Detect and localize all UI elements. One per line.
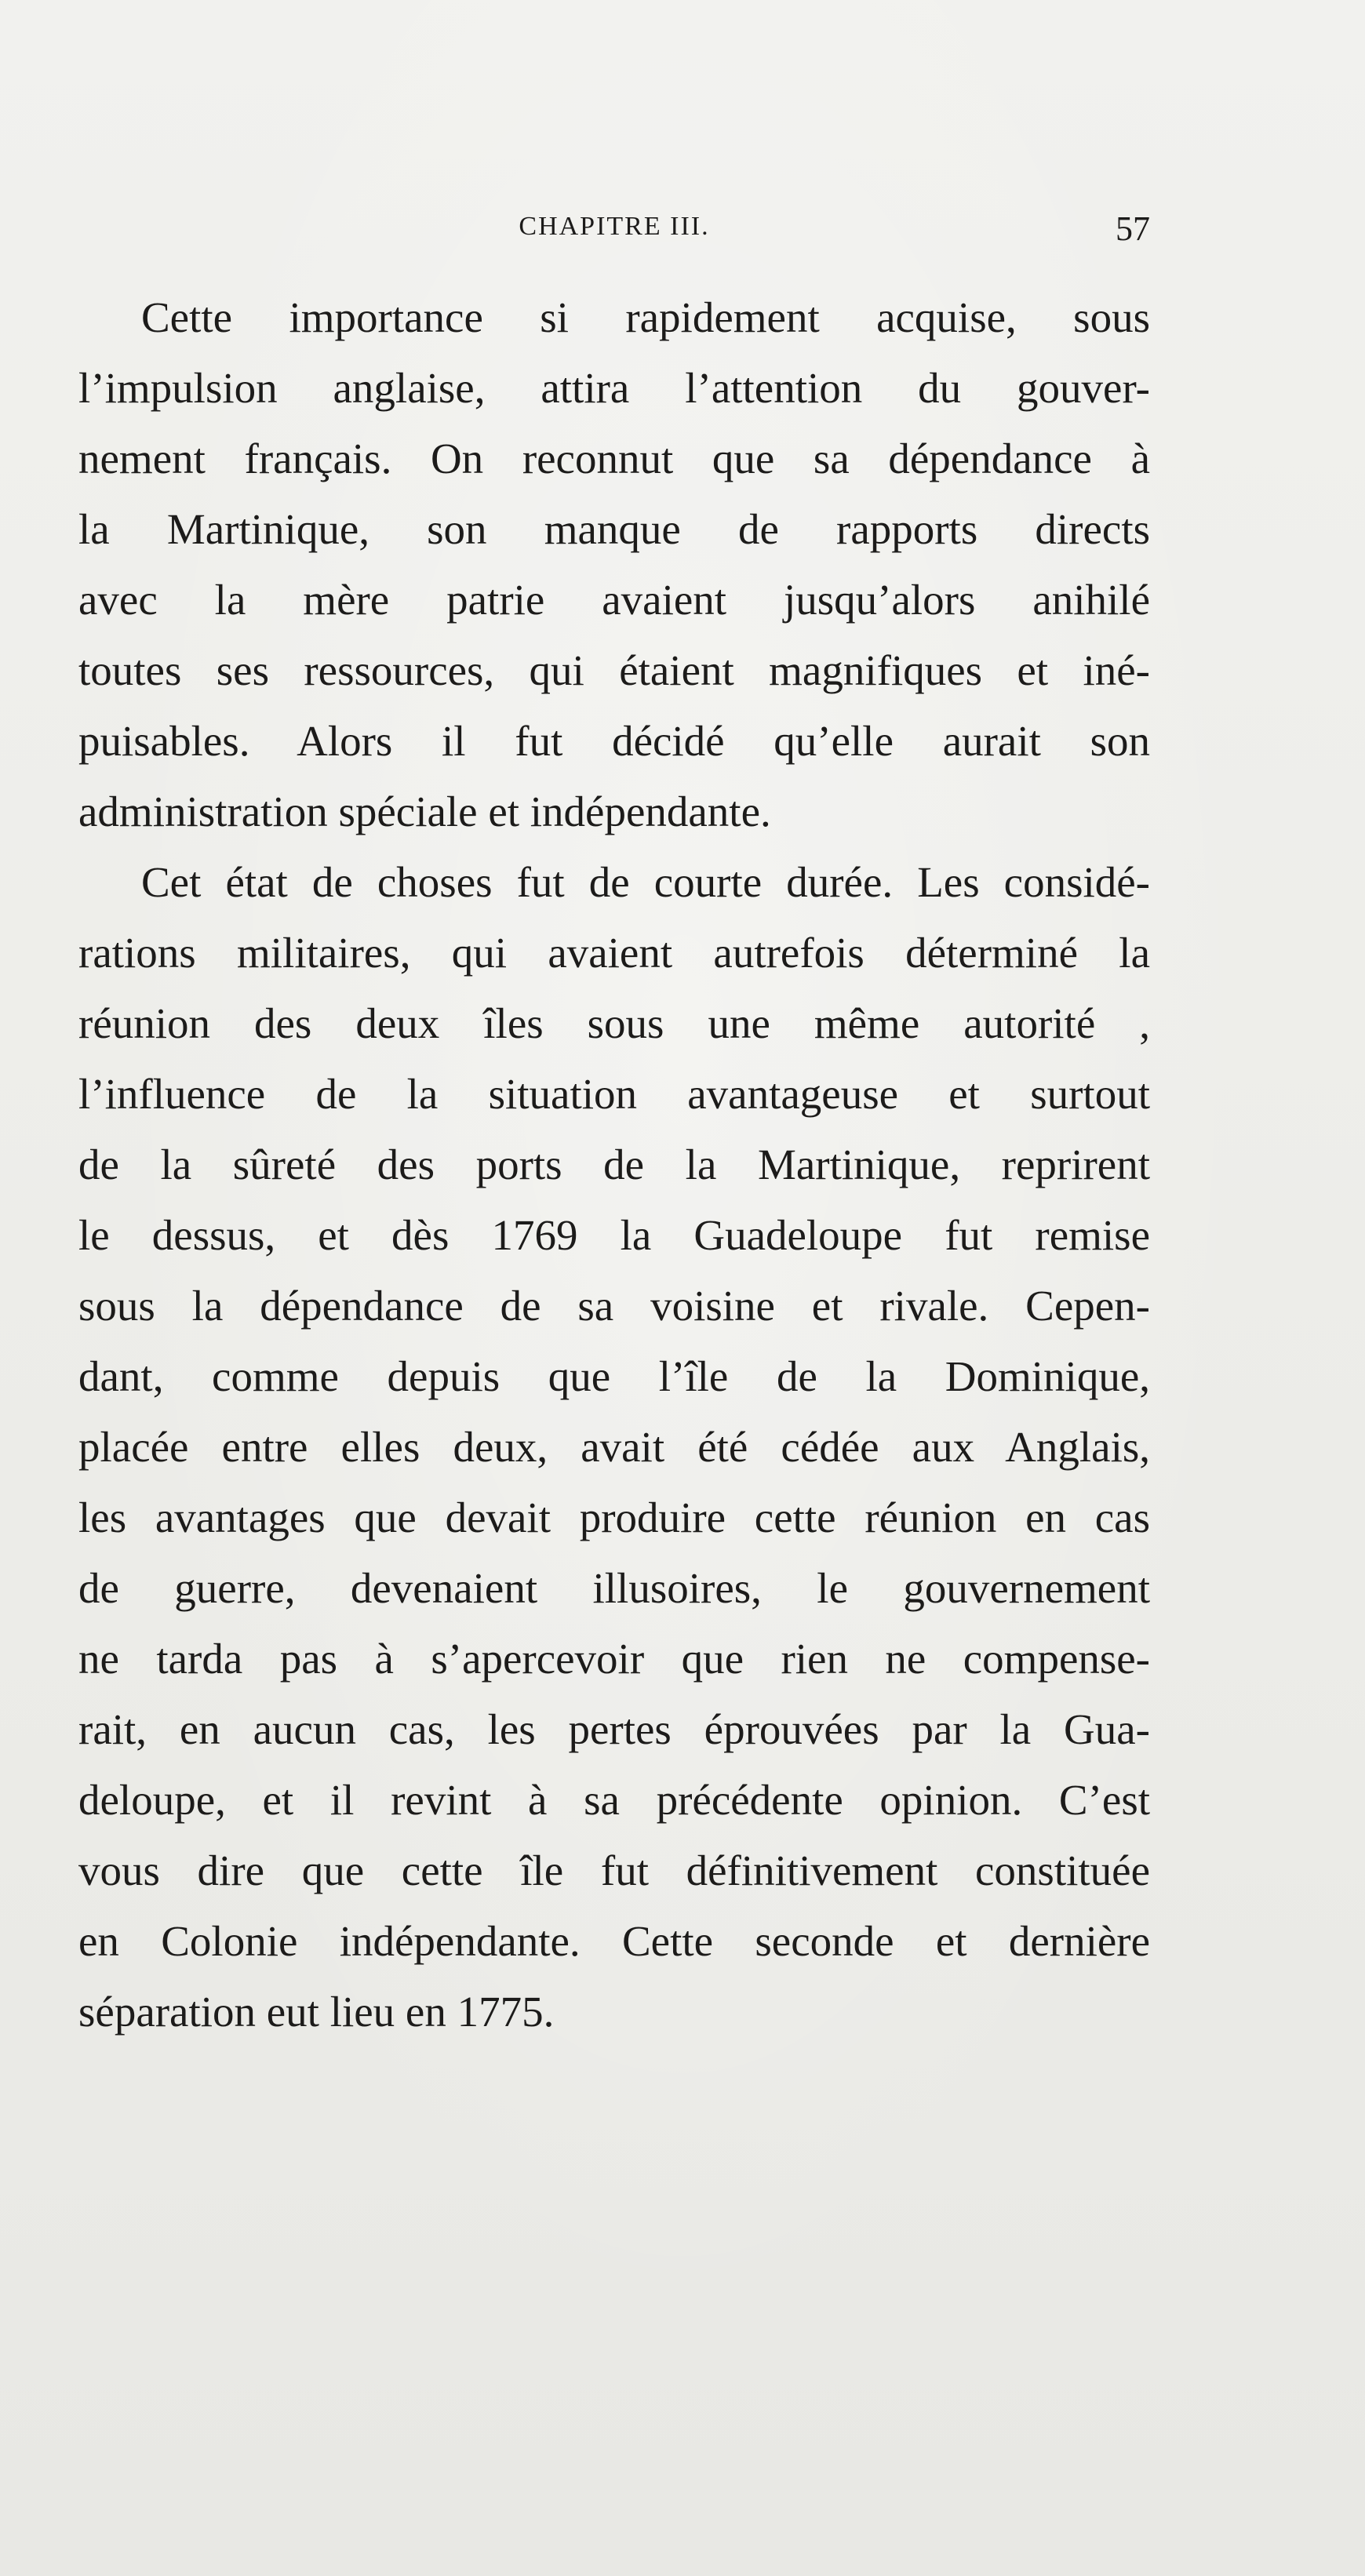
text-line: administration spéciale et indépendante.	[78, 788, 771, 835]
text-line: les avantages que devait produire cette réunion en cas	[78, 1494, 1150, 1541]
text-line: deloupe, et il revint à sa précédente opinion. C’est	[78, 1776, 1150, 1824]
paragraph	[78, 282, 1150, 847]
text-line: rait, en aucun cas, les pertes éprouvées par la Gua-	[78, 1705, 1150, 1753]
text-line: la Martinique, son manque de rapports directs	[78, 505, 1150, 553]
text-line: séparation eut lieu en 1775.	[78, 1988, 555, 2036]
text-line: réunion des deux îles sous une même autorité ,	[78, 999, 1150, 1047]
text-line: de la sûreté des ports de la Martinique, reprirent	[78, 1141, 1150, 1188]
page-header	[78, 206, 1150, 253]
text-line: placée entre elles deux, avait été cédée aux Anglais,	[78, 1423, 1150, 1471]
paragraph	[78, 847, 1150, 2047]
running-title: CHAPITRE III.	[519, 212, 710, 241]
text-line: Cet état de choses fut de courte durée. Les considé-	[141, 858, 1150, 906]
text-line: avec la mère patrie avaient jusqu’alors anihilé	[78, 576, 1150, 624]
text-line: puisables. Alors il fut décidé qu’elle aurait son	[78, 717, 1150, 765]
page-number: 57	[1116, 209, 1150, 248]
text-line: ne tarda pas à s’apercevoir que rien ne compense-	[78, 1635, 1150, 1683]
text-line: en Colonie indépendante. Cette seconde et dernière	[78, 1917, 1150, 1965]
text-line: nement français. On reconnut que sa dépendance à	[78, 435, 1150, 482]
text-line: vous dire que cette île fut définitivement constituée	[78, 1846, 1150, 1894]
text-line: Cette importance si rapidement acquise, sous	[141, 293, 1150, 341]
text-line: l’impulsion anglaise, attira l’attention du gouver-	[78, 364, 1150, 412]
text-line: sous la dépendance de sa voisine et rivale. Cepen-	[78, 1282, 1150, 1330]
text-line: l’influence de la situation avantageuse et surtout	[78, 1070, 1150, 1118]
text-line: le dessus, et dès 1769 la Guadeloupe fut remise	[78, 1211, 1150, 1259]
text-line: rations militaires, qui avaient autrefois déterminé la	[78, 929, 1150, 977]
body-text	[78, 282, 1150, 2047]
text-line: toutes ses ressources, qui étaient magnifiques et iné-	[78, 646, 1150, 694]
text-line: dant, comme depuis que l’île de la Dominique,	[78, 1352, 1150, 1400]
text-line: de guerre, devenaient illusoires, le gouvernement	[78, 1564, 1150, 1612]
